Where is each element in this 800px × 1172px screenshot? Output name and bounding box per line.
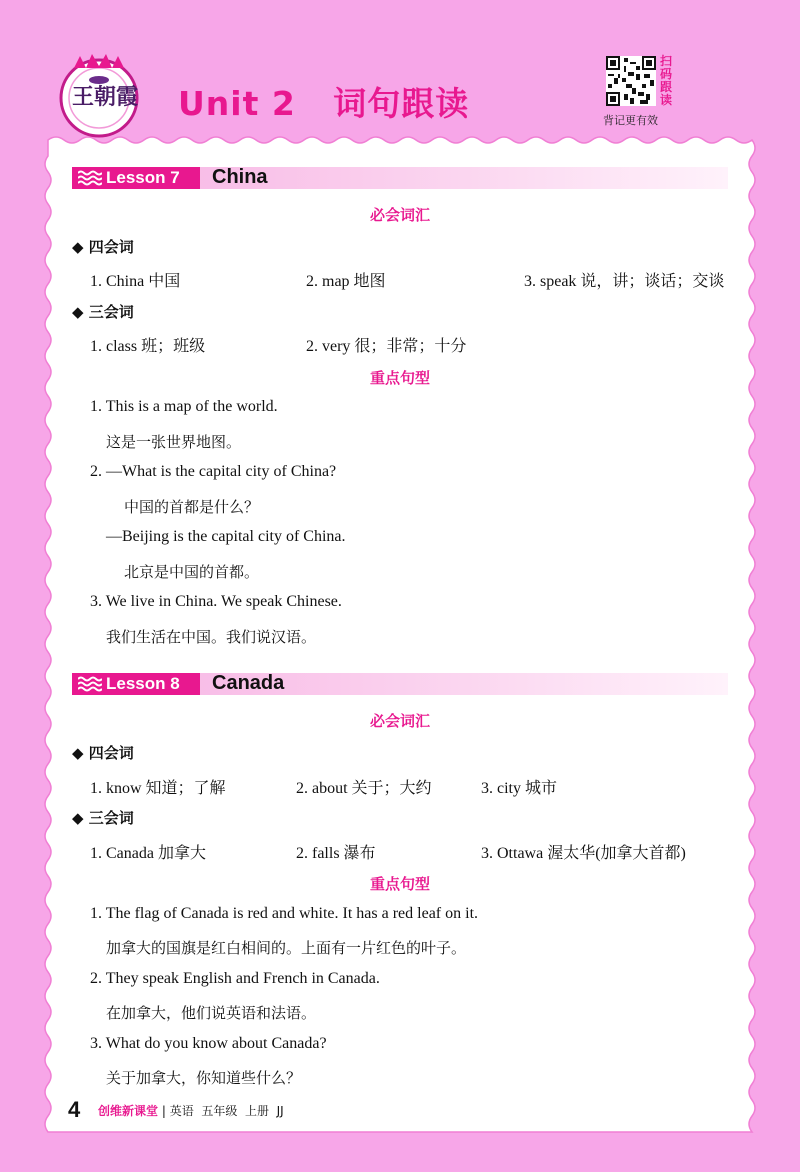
lesson-8-four-item-1: 1. know 知道；了解 — [90, 780, 226, 797]
lesson-8-number: Lesson 8 — [106, 674, 180, 693]
lesson-7-three-title: ◆ 三会词 — [72, 303, 134, 321]
lesson-7-sentence-2-cn-b: 北京是中国的首都。 — [124, 563, 260, 581]
lesson-8-badge — [72, 673, 200, 695]
lesson-8-three-item-2: 2. falls 瀑布 — [296, 845, 376, 862]
lesson-7-number: Lesson 7 — [106, 168, 180, 187]
lesson-8-three-item-3: 3. Ottawa 渥太华(加拿大首都) — [481, 845, 686, 862]
footer-divider: | — [161, 1104, 170, 1118]
lesson-8-sentence-1-en: 1. The flag of Canada is red and white. It has a red leaf on it. — [90, 905, 479, 922]
qr-code-icon[interactable] — [606, 56, 656, 106]
lesson-7-header — [72, 167, 728, 189]
lesson-8-vocab-title: 必会词汇 — [369, 712, 430, 730]
lesson-7-sentence-title: 重点句型 — [369, 369, 430, 387]
lesson-7-sentence-3-en: 3. We live in China. We speak Chinese. — [90, 593, 342, 610]
lesson-7-four-item-3: 3. speak 说，讲；谈话；交谈 — [524, 273, 725, 290]
lesson-7-sentence-3-cn: 我们生活在中国。我们说汉语。 — [106, 628, 317, 646]
lesson-7-three-item-1: 1. class 班；班级 — [90, 338, 206, 355]
lesson-8-sentence-2-en: 2. They speak English and French in Canada. — [90, 970, 380, 987]
lesson-7-badge — [72, 167, 200, 189]
lesson-7-name: China — [212, 166, 268, 188]
page-title: Unit 2 词句跟读 — [178, 84, 470, 123]
lesson-8-header — [72, 673, 728, 695]
lesson-8-name: Canada — [212, 672, 285, 694]
lesson-8-three-item-1: 1. Canada 加拿大 — [90, 845, 206, 862]
lesson-7-sentence-2-en-b: —Beijing is the capital city of China. — [106, 528, 346, 545]
lesson-7-sentence-2-en-a: 2. —What is the capital city of China? — [90, 463, 337, 480]
lesson-7-three-item-2: 2. very 很；非常；十分 — [306, 338, 467, 355]
wave-icon — [78, 676, 102, 692]
lesson-7-sentence-1-en: 1. This is a map of the world. — [90, 398, 278, 415]
scan-to-read-label: 扫码跟读 — [660, 54, 673, 107]
lesson-8-sentence-1-cn: 加拿大的国旗是红白相间的。上面有一片红色的叶子。 — [106, 939, 467, 957]
lesson-8-four-title: ◆ 四会词 — [72, 744, 134, 762]
lesson-8-three-title: ◆ 三会词 — [72, 809, 134, 827]
lesson-8-sentence-title: 重点句型 — [369, 875, 430, 893]
lesson-8-sentence-3-cn: 关于加拿大，你知道些什么？ — [106, 1069, 302, 1087]
logo-text: 王朝霞 — [72, 85, 139, 110]
lesson-7-four-item-1: 1. China 中国 — [90, 273, 181, 290]
wave-icon — [78, 170, 102, 186]
lesson-7-vocab-title: 必会词汇 — [369, 206, 430, 224]
lesson-8-four-item-3: 3. city 城市 — [481, 780, 557, 797]
lesson-7-sentence-2-cn-a: 中国的首都是什么？ — [124, 498, 260, 516]
footer-brand: 创维新课堂 — [98, 1104, 159, 1118]
lesson-8-four-item-2: 2. about 关于；大约 — [296, 780, 432, 797]
footer-course: 英语 五年级 上册 JJ — [169, 1104, 284, 1118]
lesson-7-four-item-2: 2. map 地图 — [306, 273, 386, 290]
lesson-7-sentence-1-cn: 这是一张世界地图。 — [106, 433, 242, 451]
lesson-8-sentence-3-en: 3. What do you know about Canada? — [90, 1035, 327, 1052]
footer-info — [98, 1102, 284, 1119]
qr-caption: 背记更有效 — [603, 114, 658, 127]
lesson-8-sentence-2-cn: 在加拿大，他们说英语和法语。 — [106, 1004, 317, 1022]
page-number: 4 — [68, 1097, 81, 1122]
lesson-7-four-title: ◆ 四会词 — [72, 238, 134, 256]
